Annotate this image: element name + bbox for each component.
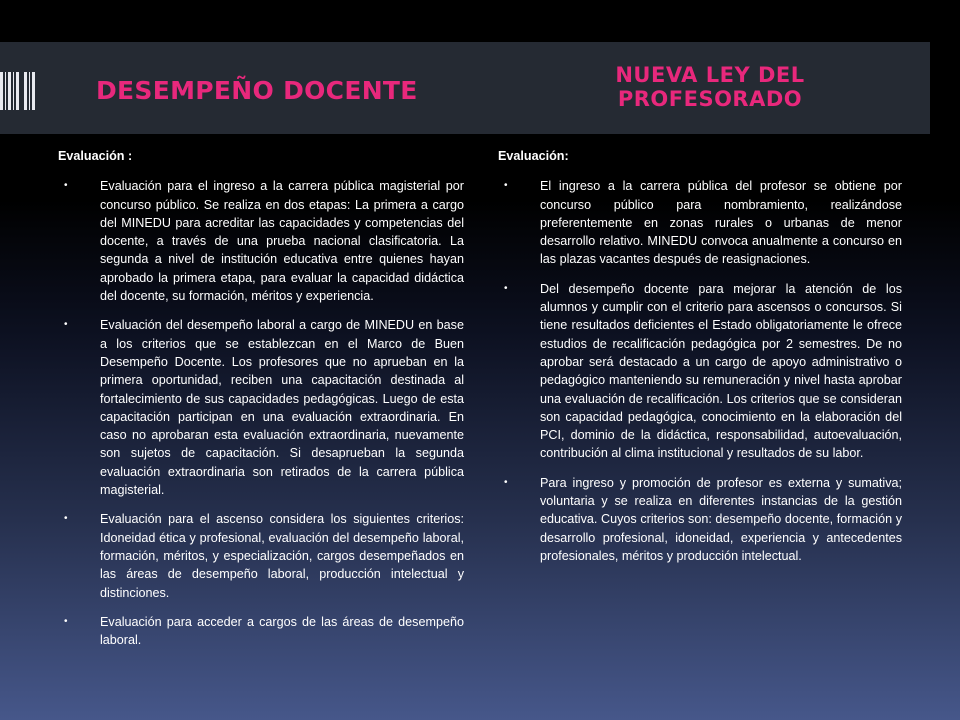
bullet-icon: • (64, 615, 68, 627)
list-item-text: Evaluación para acceder a cargos de las áreas de desempeño laboral. (100, 614, 464, 648)
list-item (498, 280, 902, 463)
list-item-text: Evaluación para el ingreso a la carrera pública magisterial por concurso público. Se realiza en dos etapas: La primera a cargo del MINEDU para acreditar las capacidades y competencias del docente, a través de una prueba nacional clasificatoria. La segunda a nivel de institución educativa entre quienes hayan aprobado la primera etapa, para evaluar la capacidad didáctica del docente, su formación, méritos y experiencia. (100, 179, 464, 304)
right-title: NUEVA LEY DEL PROFESORADO (615, 63, 805, 111)
left-column (58, 147, 464, 660)
bullet-icon: • (504, 282, 508, 294)
list-item-text: Del desempeño docente para mejorar la atención de los alumnos y cumplir con el criterio para ascensos o concursos. Si tiene resultados deficientes el Estado obligatoriamente le ofrece estudios de recalificación pedagógica por 2 semestres. De no aprobar será destacado a un cargo de apoyo administrativo o pedagógico manteniendo su remuneración y nivel hasta aprobar una evaluación de recalificación. Los criterios que se consideran son capacidad pedagógica, conocimiento en la elaboración del PCI, dominio de la didáctica, responsabilidad, autoevaluación, contribución al clima institucional y resultados de su labor. (540, 281, 902, 461)
list-item (58, 177, 464, 305)
list-item (58, 316, 464, 499)
list-item-text: Evaluación del desempeño laboral a cargo de MINEDU en base a los criterios que se establezcan en el Marco de Buen Desempeño Docente. Los profesores que no aprueban en la primera oportunidad, reciben una capacitación destinada al fortalecimiento de sus capacidades pedagógicas. Luego de esta capacitación participan en una evaluación extraordinaria. En caso no aprobaran esta evaluación extraordinaria, nuevamente son sujetos de capacitación. Si desaprueban la segunda evaluación extraordinaria son retirados de la carrera pública magisterial. (100, 318, 464, 498)
list-item-text: Evaluación para el ascenso considera los siguientes criterios: Idoneidad ética y profesional, evaluación del desempeño laboral, formación, méritos, y especialización, cargos desempeñados en las áreas de desempeño laboral, producción intelectual y distinciones. (100, 512, 464, 600)
list-item (58, 613, 464, 650)
right-list (498, 177, 902, 565)
bullet-icon: • (504, 476, 508, 488)
bullet-icon: • (64, 180, 68, 192)
bullet-icon: • (64, 513, 68, 525)
stripes-decoration (0, 72, 36, 110)
bullet-icon: • (64, 319, 68, 331)
right-heading: Evaluación: (498, 149, 569, 163)
right-column (498, 147, 902, 576)
list-item (498, 177, 902, 268)
list-item-text: Para ingreso y promoción de profesor es externa y sumativa; voluntaria y se realiza en diferentes instancias de la gestión educativa. Cuyos criterios son: desempeño docente, formación y desarrollo profesional, idoneidad, experiencia y antecedentes profesionales, méritos y producción intelectual. (540, 475, 902, 563)
list-item-text: El ingreso a la carrera pública del profesor se obtiene por concurso público para nombramiento, realizándose preferentemente en zonas rurales o urbanas de menor desarrollo relativo. MINEDU convoca anualmente a concurso en las plazas vacantes después de reasignaciones. (540, 179, 902, 267)
list-item (58, 510, 464, 601)
left-heading: Evaluación : (58, 149, 133, 163)
left-list (58, 177, 464, 649)
bullet-icon: • (504, 180, 508, 192)
list-item (498, 474, 902, 565)
left-title: DESEMPEÑO DOCENTE (96, 76, 418, 105)
